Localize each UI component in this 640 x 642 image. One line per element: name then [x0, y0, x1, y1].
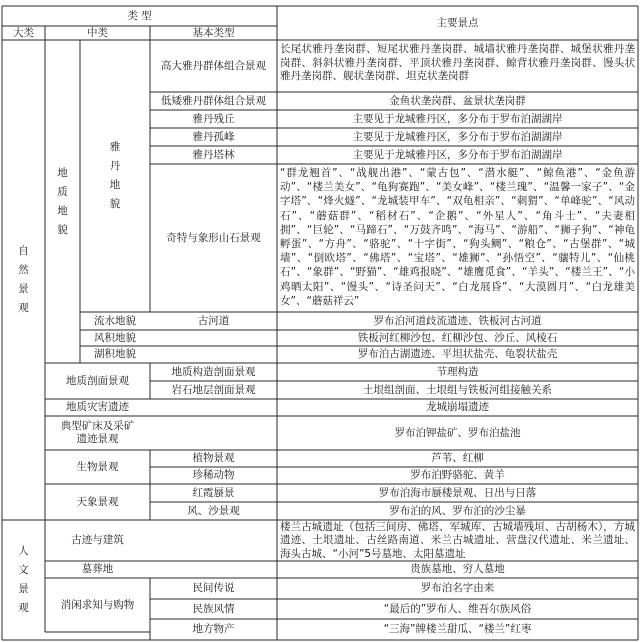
medium-fluvial: 流水地貌	[94, 314, 136, 327]
medium-hazard: 地质灾害遗迹	[66, 401, 129, 413]
medium-geology-label: 地质地貌	[57, 166, 68, 236]
highlight-text: “三海”牌楼兰甜瓜、“楼兰”红枣	[383, 623, 532, 635]
medium-aeolian: 风积地貌	[94, 331, 136, 344]
highlight-text: 罗布泊海市蜃楼景观、日出与日落	[378, 486, 537, 499]
major-natural-label: 自然景观	[18, 245, 29, 314]
major-human-label: 人文景观	[18, 545, 29, 614]
yardang-group-label: 雅丹地貌	[109, 141, 121, 210]
header-major: 大类	[13, 26, 34, 39]
highlight-text: 主要见于龙城雅丹区，多分布于罗布泊湖湖岸	[352, 148, 563, 161]
basic-type: 地质构造剖面景观	[171, 365, 256, 378]
highlight-text: 罗布泊河道歧流遗迹、铁板河古河道	[373, 314, 542, 327]
basic-type: 植物景观	[192, 452, 235, 464]
highlight-text: 节理构造	[436, 365, 479, 378]
basic-type: 民间传说	[192, 582, 235, 594]
highlight-text: 金鱼状垄岗群、盆景状垄岗群	[389, 94, 526, 107]
header-type: 类 型	[127, 9, 152, 22]
major-natural	[2, 40, 45, 520]
highlight-text: 主要见于龙城雅丹区，多分布于罗布泊湖湖岸	[352, 112, 563, 125]
basic-type: 雅丹孤峰	[192, 130, 235, 143]
major-human	[2, 520, 45, 640]
highlight-text: 龙城崩塌遗迹	[426, 401, 489, 413]
basic-type: 奇特与象形山石景观	[166, 231, 261, 244]
yardang-group	[80, 40, 150, 312]
basic-type: 地方物产	[192, 623, 235, 635]
basic-type: 红霞蜃景	[192, 486, 235, 499]
header-medium: 中类	[87, 26, 108, 39]
highlight-text: 楼兰古城遗址（包括三间房、佛塔、军城库、古城墙残垣、古胡杨木），方城遗迹、土垠遗址、古丝路南道、米兰古城遗址、营盘汉代遗址、米兰遗址、海头古城、“小河”5号墓地、太阳墓遗址	[280, 521, 635, 560]
basic-type: 雅丹残丘	[192, 112, 235, 125]
basic-type: 古河道	[197, 314, 230, 327]
highlight-text: 芦苇、红柳	[431, 452, 484, 464]
basic-type: 民族风情	[192, 602, 235, 615]
medium-bio: 生物景观	[76, 460, 119, 473]
medium-weather: 天象景观	[76, 495, 119, 508]
highlight-text: 贵族墓地、穷人墓地	[410, 563, 505, 575]
medium-geology	[45, 40, 80, 363]
highlight-text: “最后的”罗布人、维吾尔族风俗	[383, 602, 532, 615]
basic-type: 岩石地层剖面景观	[171, 383, 256, 396]
header-highlights: 主要景点	[436, 16, 479, 29]
highlight-text: 罗布泊名字由来	[420, 582, 495, 594]
basic-type: 珍稀动物	[192, 469, 235, 481]
medium-leisure: 消闲求知与购物	[60, 598, 135, 611]
highlight-text: 主要见于龙城雅丹区，多分布于罗布泊湖湖岸	[352, 130, 563, 143]
medium-relics: 古迹与建筑	[71, 534, 124, 546]
highlight-text: 罗布泊野骆驼、黄羊	[410, 469, 505, 481]
basic-type: 高大雅丹群体组合景观	[161, 59, 266, 72]
medium-lacustrine: 湖积地貌	[94, 348, 136, 360]
highlight-text: 罗布泊古湖遗迹、平坦状盐壳、龟裂状盐壳	[357, 348, 558, 360]
basic-type: 雅丹塔林	[192, 148, 235, 161]
basic-type: 风、沙景观	[187, 504, 240, 517]
medium-mineral: 典型矿床及采矿遗迹景观	[60, 420, 135, 445]
highlight-text: 长尾状雅丹垄岗群、短尾状雅丹垄岗群、城墙状雅丹垄岗群、城堡状雅丹垄岗群、斜斜状雅丹垄岗群、平顶状雅丹垄岗群、鲸背状雅丹垄岗群、馒头状雅丹垄岗群、舰状垄岗群、坦克状垄岗群	[280, 43, 635, 83]
highlight-text: 铁板河红柳沙包、红柳沙包、沙丘、风棱石	[357, 331, 558, 344]
medium-tomb: 墓葬地	[81, 563, 114, 575]
highlight-text: 土垠组剖面、土垠组与铁板河组接触关系	[363, 383, 552, 396]
highlight-text: 罗布泊钾盐矿、罗布泊盐池	[394, 426, 521, 439]
medium-profile: 地质剖面景观	[66, 374, 129, 387]
header-basic: 基本类型	[192, 26, 235, 39]
basic-type: 低矮雅丹群体组合景观	[161, 94, 266, 107]
highlight-text: “群龙翘首”、“战舰出港”、“蒙古包”、“潜水艇”、“鲸鱼港”、“金鱼游动”、“楼兰美女”、“龟狗赛跑”、“美女峰”、“楼兰瑰”、“温馨一家子”、“金字塔”、“烽火燧”、“龙城装甲车”、“双龟相亲”、“刺猬”、“单峰驼”、“风动石”、“蘑菇群”、“稻材石”、“企鹅”、“外星人”、“角斗士”、“夫妻相拥”、“巨轮”、“马蹄石”、“万鼓齐鸣”、“海马”、“游船”、“狮子狗”、“神龟孵蛋”、“方舟”、“骆驼”、“十字街”、“狗头鲷”、“粮仓”、“古堡群”、“城墙”、“倒欧塔”、“佛塔”、“宝塔”、“雄狮”、“孙悟空”、“骧特儿”、“仙桃石”、“象群”、“野猫”、“雄鸡报晓”、“雄鹰觅食”、“羊头”、“楼兰王”、“小鸡晒太阳”、“馒头”、“诗圣问天”、“白龙展昏”、“大漠圆月”、“白龙雄美女”、“蘑菇祥云”	[280, 167, 635, 307]
highlight-text: 罗布泊的风、罗布泊的沙尘暴	[389, 504, 526, 517]
